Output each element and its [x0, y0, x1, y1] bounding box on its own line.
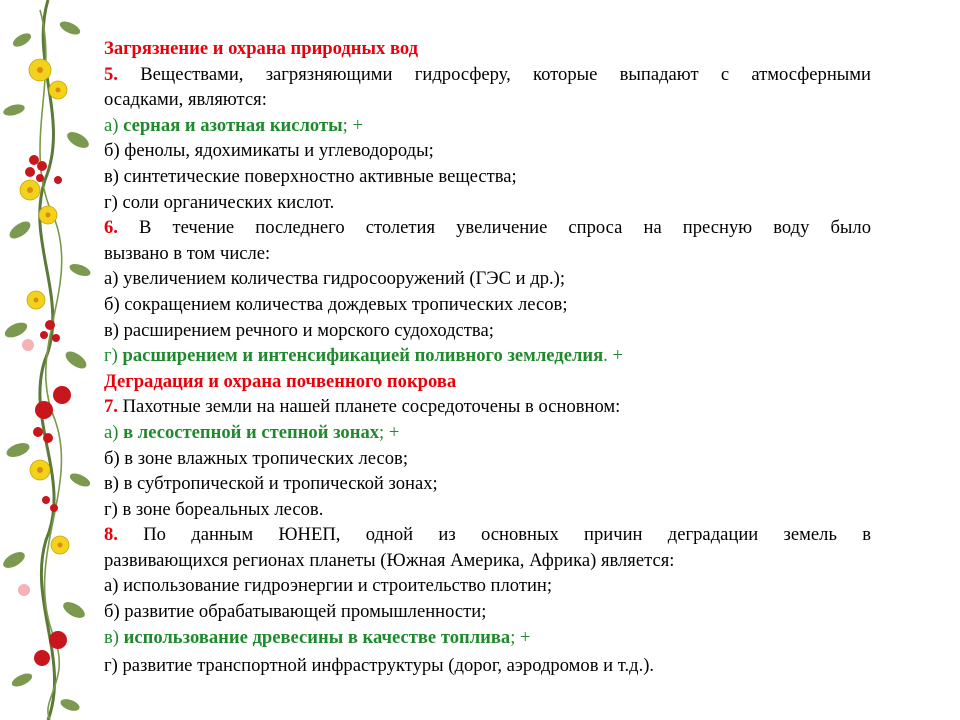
- question-line: По данным ЮНЕП, одной из основных причин деградации земель в: [143, 524, 871, 546]
- option-text: использование древесины в качестве топлива: [123, 626, 511, 648]
- quiz-content: [104, 36, 871, 679]
- option-letter: а): [104, 421, 119, 443]
- answer-option: а) увеличением количества гидросооружений (ГЭС и др.);: [104, 268, 565, 290]
- option-letter: г): [104, 345, 118, 367]
- question-text-continuation: осадками, являются:: [104, 89, 267, 111]
- section-title: Деградация и охрана почвенного покрова: [104, 370, 457, 392]
- question-text: [104, 215, 871, 241]
- answer-option: б) развитие обрабатывающей промышленности;: [104, 601, 487, 623]
- question-line: Веществами, загрязняющими гидросферу, которые выпадают с атмосферными: [140, 63, 871, 85]
- correct-mark: ; +: [342, 114, 363, 136]
- question-number: 6.: [104, 217, 118, 239]
- option-text: в лесостепной и степной зонах: [123, 421, 380, 443]
- question-text: [104, 522, 871, 548]
- option-text: серная и азотная кислоты: [123, 114, 343, 136]
- answer-option: в) в субтропической и тропической зонах;: [104, 473, 438, 495]
- answer-option: г) в зоне бореальных лесов.: [104, 498, 324, 520]
- option-letter: в): [104, 626, 119, 648]
- answer-option: г) соли органических кислот.: [104, 191, 335, 213]
- answer-option: в) синтетические поверхностно активные вещества;: [104, 165, 517, 187]
- question-text-continuation: вызвано в том числе:: [104, 242, 271, 264]
- option-text: расширением и интенсификацией поливного земледелия: [122, 345, 604, 367]
- answer-option: б) фенолы, ядохимикаты и углеводороды;: [104, 140, 434, 162]
- floral-border-illustration: [0, 0, 100, 720]
- option-letter: а): [104, 114, 119, 136]
- question-number: 5.: [104, 63, 118, 85]
- answer-option: б) в зоне влажных тропических лесов;: [104, 447, 409, 469]
- question-number: 8.: [104, 524, 118, 546]
- answer-option-correct: [104, 625, 871, 651]
- answer-option-correct: [104, 420, 871, 446]
- answer-option: в) расширением речного и морского судоходства;: [104, 319, 494, 341]
- question-text-continuation: развивающихся регионах планеты (Южная Америка, Африка) является:: [104, 549, 675, 571]
- answer-option: а) использование гидроэнергии и строительство плотин;: [104, 575, 553, 597]
- question-text: [104, 394, 871, 420]
- question-number: 7.: [104, 396, 118, 418]
- correct-mark: ; +: [379, 421, 400, 443]
- question-line: Пахотные земли на нашей планете сосредоточены в основном:: [122, 396, 621, 418]
- answer-option: б) сокращением количества дождевых тропических лесов;: [104, 293, 568, 315]
- answer-option-correct: [104, 113, 871, 139]
- answer-option-correct: [104, 343, 871, 369]
- correct-mark: ; +: [510, 626, 531, 648]
- section-title: Загрязнение и охрана природных вод: [104, 38, 419, 59]
- answer-option: г) развитие транспортной инфраструктуры (дорог, аэродромов и т.д.).: [104, 655, 655, 677]
- question-text: [104, 62, 871, 88]
- question-line: В течение последнего столетия увеличение спроса на пресную воду было: [139, 217, 871, 239]
- correct-mark: . +: [603, 345, 623, 367]
